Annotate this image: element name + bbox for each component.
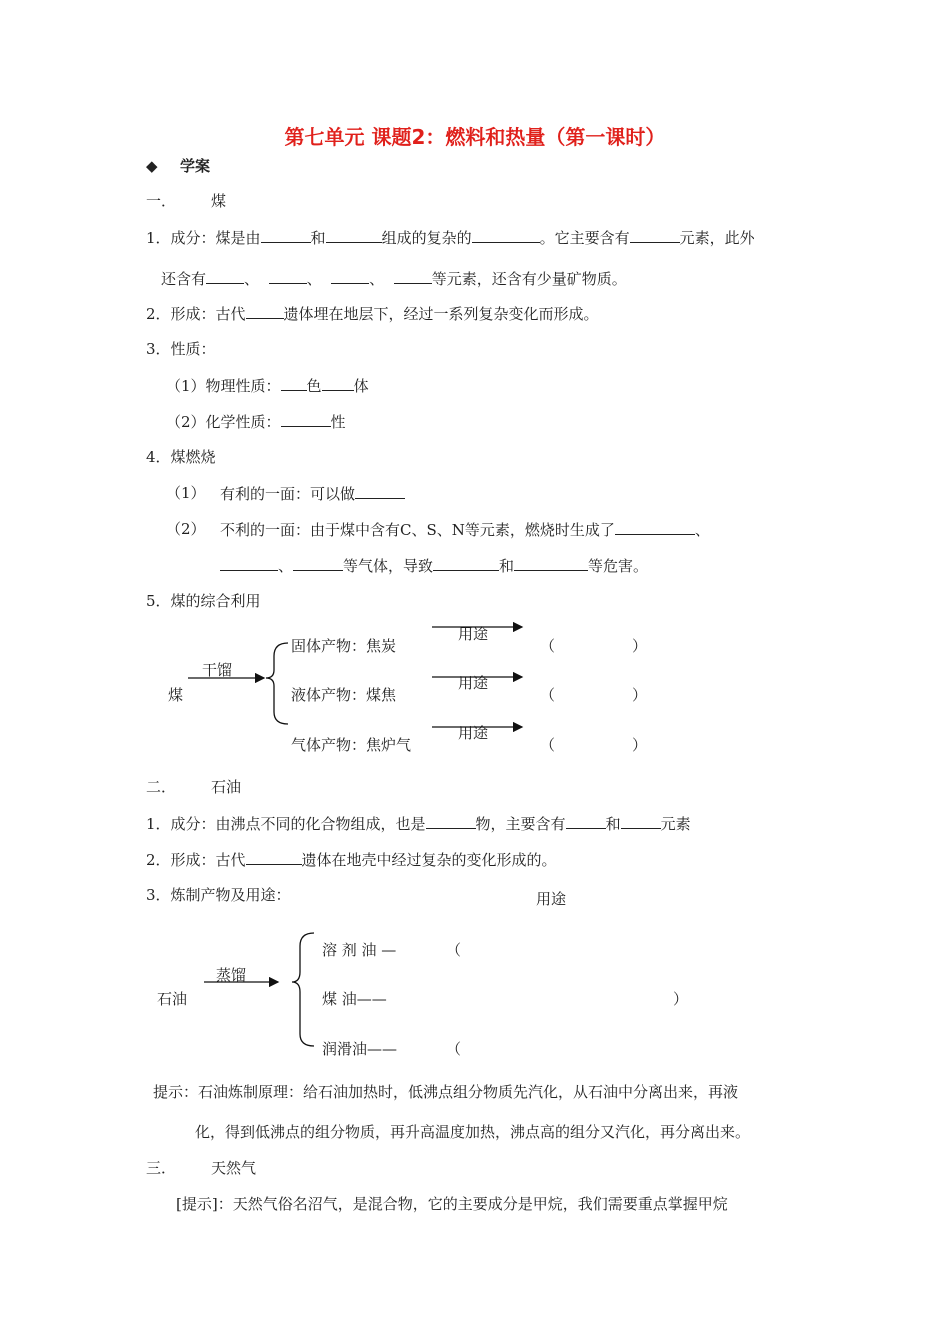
coal-paren-open-2: （ <box>540 686 556 704</box>
coal-q4-1: 有利的一面：可以做 <box>220 483 405 504</box>
coal-q5: 5．煤的综合利用 <box>146 592 261 610</box>
oil-product-kerosene: 煤 油—— <box>322 990 387 1008</box>
oil-heading: 石油 <box>211 778 242 796</box>
coal-paren-close-3: ） <box>632 736 648 754</box>
oil-diagram-process: 蒸馏 <box>216 966 247 984</box>
coal-paren-close-1: ） <box>632 637 648 655</box>
coal-paren-close-2: ） <box>632 686 648 704</box>
coal-paren-open-3: （ <box>540 736 556 754</box>
oil-paren-open-1: （ <box>446 941 462 959</box>
coal-q1-line2: 还含有 、 、 、 等元素，还含有少量矿物质。 <box>161 270 627 288</box>
coal-q3-2: （2）化学性质： 性 <box>166 413 346 431</box>
coal-diagram-process: 干馏 <box>202 661 233 679</box>
coal-q4-2-line1: 不利的一面：由于煤中含有C、S、N等元素，燃烧时生成了 、 <box>220 521 710 539</box>
gas-heading-num: 三． <box>146 1159 177 1177</box>
oil-product-solvent: 溶 剂 油 — <box>322 941 397 959</box>
oil-heading-num: 二． <box>146 778 177 796</box>
section-label: 学案 <box>180 157 211 175</box>
oil-diagram-source: 石油 <box>157 990 188 1008</box>
coal-product-liquid: 液体产物：煤焦 <box>291 686 397 704</box>
coal-brace <box>266 643 288 724</box>
coal-use-label-1: 用途 <box>458 625 489 643</box>
coal-product-solid: 固体产物：焦炭 <box>291 637 397 655</box>
oil-q3: 3．炼制产物及用途： <box>146 886 291 904</box>
page-title: 第七单元 课题2：燃料和热量（第一课时） <box>284 125 666 149</box>
oil-q2: 2．形成：古代 遗体在地壳中经过复杂的变化形成的。 <box>146 851 557 869</box>
coal-q2: 2．形成：古代 遗体埋在地层下，经过一系列复杂变化而形成。 <box>146 305 599 323</box>
coal-q3: 3．性质： <box>146 340 216 358</box>
coal-use-label-3: 用途 <box>458 724 489 742</box>
coal-product-gas: 气体产物：焦炉气 <box>291 736 412 754</box>
coal-q3-1: （1）物理性质： 色 体 <box>166 377 369 395</box>
oil-brace <box>292 933 314 1046</box>
coal-heading-num: 一． <box>146 192 177 210</box>
coal-q4-2-line2: 、 等气体，导致 和 等危害。 <box>220 555 648 576</box>
oil-hint-line1: 提示：石油炼制原理：给石油加热时，低沸点组分物质先汽化，从石油中分离出来，再液 <box>153 1083 739 1101</box>
oil-hint-line2: 化，得到低沸点的组分物质，再升高温度加热，沸点高的组分又汽化，再分离出来。 <box>195 1123 751 1141</box>
section-marker: ◆ <box>146 157 158 175</box>
coal-paren-open-1: （ <box>540 637 556 655</box>
coal-use-label-2: 用途 <box>458 674 489 692</box>
coal-diagram-source: 煤 <box>168 686 184 704</box>
gas-heading: 天然气 <box>211 1159 257 1177</box>
coal-q1-line1: 1．成分：煤是由 和 组成的复杂的 。它主要含有 元素，此外 <box>146 229 755 247</box>
oil-q1: 1．成分：由沸点不同的化合物组成，也是 物，主要含有 和 元素 <box>146 815 691 833</box>
coal-q4-2-num: （2） <box>166 520 206 538</box>
gas-hint: [提示]：天然气俗名沼气，是混合物，它的主要成分是甲烷，我们需要重点掌握甲烷 <box>176 1195 728 1213</box>
oil-use-header: 用途 <box>536 890 567 908</box>
coal-heading: 煤 <box>211 192 227 210</box>
oil-paren-open-3: （ <box>446 1040 462 1058</box>
oil-product-lubricant: 润滑油—— <box>322 1040 398 1058</box>
oil-paren-close-2: ） <box>673 990 689 1008</box>
coal-q4-1-num: （1） <box>166 484 206 502</box>
coal-q4: 4．煤燃烧 <box>146 448 216 466</box>
